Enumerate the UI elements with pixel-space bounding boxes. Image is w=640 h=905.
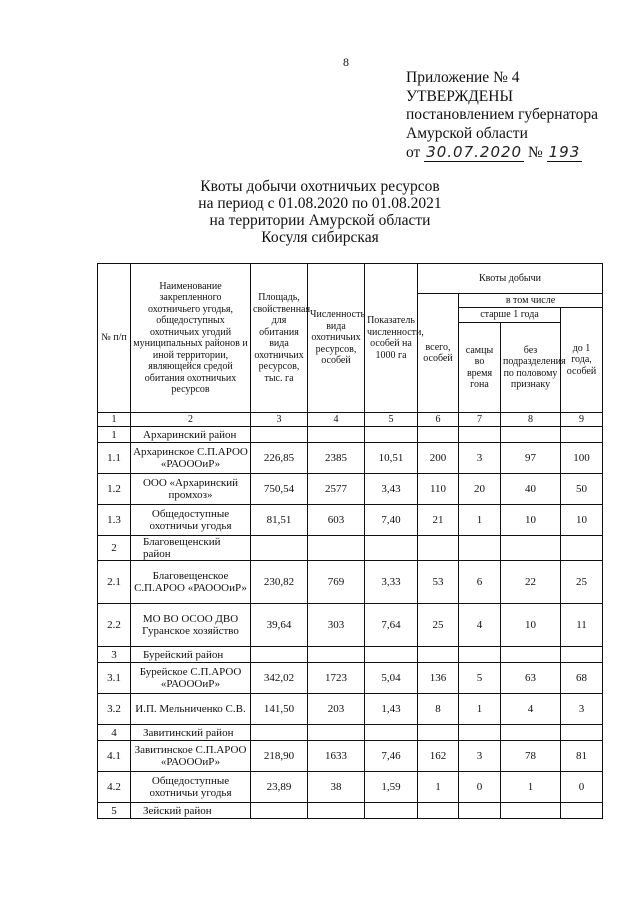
district-row: [98, 536, 603, 561]
district-row: [98, 725, 603, 741]
col-number: 2: [131, 413, 251, 427]
density-cell: 7,64: [365, 604, 418, 647]
hunting-ground-name: МО ВО ОСОО ДВО Гуранское хозяйство: [131, 604, 251, 647]
row-number: 4.2: [98, 772, 131, 803]
date-number-line: [406, 143, 598, 163]
area-cell: 81,51: [251, 505, 308, 536]
col-number: 5: [365, 413, 418, 427]
table-row: [98, 561, 603, 604]
row-number: 2.1: [98, 561, 131, 604]
quota-total-cell: 8: [418, 694, 459, 725]
row-number: 2.2: [98, 604, 131, 647]
table-row: [98, 694, 603, 725]
empty-cell: [501, 427, 561, 443]
document-title: [0, 178, 640, 246]
count-cell: 603: [308, 505, 365, 536]
quota-nosex-cell: 63: [501, 663, 561, 694]
density-cell: 1,43: [365, 694, 418, 725]
area-cell: 23,89: [251, 772, 308, 803]
quota-males-cell: 1: [459, 505, 501, 536]
page-number: 8: [343, 55, 349, 69]
empty-cell: [251, 647, 308, 663]
empty-cell: [459, 427, 501, 443]
hunting-ground-name: Общедоступные охотничьи угодья: [131, 772, 251, 803]
title-line-2: на период с 01.08.2020 по 01.08.2021: [198, 195, 442, 212]
count-cell: 2577: [308, 474, 365, 505]
area-cell: 218,90: [251, 741, 308, 772]
district-row: [98, 647, 603, 663]
count-cell: 303: [308, 604, 365, 647]
empty-cell: [418, 427, 459, 443]
quota-total-cell: 136: [418, 663, 459, 694]
col-number: 3: [251, 413, 308, 427]
density-cell: 7,40: [365, 505, 418, 536]
header-num: № п/п: [98, 264, 131, 413]
quota-males-cell: 3: [459, 443, 501, 474]
empty-cell: [365, 647, 418, 663]
empty-cell: [501, 803, 561, 819]
district-name: Зейский район: [131, 803, 251, 819]
empty-cell: [365, 803, 418, 819]
quota-nosex-cell: 10: [501, 604, 561, 647]
quota-young-cell: 0: [561, 772, 603, 803]
empty-cell: [251, 803, 308, 819]
row-number: 4.1: [98, 741, 131, 772]
quota-total-cell: 21: [418, 505, 459, 536]
hunting-ground-name: Бурейское С.П.АРОО «РАОООиР»: [131, 663, 251, 694]
approval-block: [406, 69, 598, 163]
density-cell: 3,43: [365, 474, 418, 505]
area-cell: 226,85: [251, 443, 308, 474]
quota-males-cell: 20: [459, 474, 501, 505]
quota-males-cell: 0: [459, 772, 501, 803]
row-number: 1.3: [98, 505, 131, 536]
table-row: [98, 772, 603, 803]
empty-cell: [418, 647, 459, 663]
quota-nosex-cell: 1: [501, 772, 561, 803]
header-incl: в том числе: [459, 294, 603, 308]
area-cell: 230,82: [251, 561, 308, 604]
col-number: 1: [98, 413, 131, 427]
quota-total-cell: 53: [418, 561, 459, 604]
quota-males-cell: 5: [459, 663, 501, 694]
table-row: [98, 474, 603, 505]
hunting-ground-name: ООО «Архаринский промхоз»: [131, 474, 251, 505]
empty-cell: [418, 536, 459, 561]
count-cell: 2385: [308, 443, 365, 474]
quota-males-cell: 1: [459, 694, 501, 725]
title-line-4: Косуля сибирская: [261, 229, 379, 246]
hunting-ground-name: Благовещенское С.П.АРОО «РАОООиР»: [131, 561, 251, 604]
quota-young-cell: 50: [561, 474, 603, 505]
handwritten-date: 30.07.2020: [426, 143, 523, 161]
count-cell: 1633: [308, 741, 365, 772]
appendix-label: Приложение № 4: [406, 69, 520, 86]
district-row: [98, 803, 603, 819]
area-cell: 342,02: [251, 663, 308, 694]
quota-total-cell: 200: [418, 443, 459, 474]
empty-cell: [308, 536, 365, 561]
row-number: 1.2: [98, 474, 131, 505]
empty-cell: [251, 725, 308, 741]
empty-cell: [561, 803, 603, 819]
quota-young-cell: 100: [561, 443, 603, 474]
density-cell: 7,46: [365, 741, 418, 772]
resolution-label: постановлением губернатора: [406, 106, 599, 123]
quota-nosex-cell: 97: [501, 443, 561, 474]
empty-cell: [308, 427, 365, 443]
quota-total-cell: 25: [418, 604, 459, 647]
title-line-3: на территории Амурской области: [209, 212, 431, 229]
row-number: 1: [98, 427, 131, 443]
count-cell: 1723: [308, 663, 365, 694]
area-cell: 141,50: [251, 694, 308, 725]
table-row: [98, 505, 603, 536]
table-body: [98, 427, 603, 819]
area-cell: 750,54: [251, 474, 308, 505]
count-cell: 769: [308, 561, 365, 604]
approved-label: УТВЕРЖДЕНЫ: [406, 87, 513, 105]
table-row: [98, 604, 603, 647]
quota-nosex-cell: 4: [501, 694, 561, 725]
handwritten-number: 193: [548, 143, 581, 161]
empty-cell: [561, 427, 603, 443]
col-number: 9: [561, 413, 603, 427]
empty-cell: [365, 536, 418, 561]
header-density: Показатель численности, особей на 1000 га: [365, 264, 418, 413]
empty-cell: [561, 536, 603, 561]
header-count: Численность вида охотничьих ресурсов, особей: [308, 264, 365, 413]
empty-cell: [308, 803, 365, 819]
quota-young-cell: 68: [561, 663, 603, 694]
count-cell: 203: [308, 694, 365, 725]
empty-cell: [501, 725, 561, 741]
col-number: 4: [308, 413, 365, 427]
quota-young-cell: 10: [561, 505, 603, 536]
empty-cell: [365, 427, 418, 443]
density-cell: 5,04: [365, 663, 418, 694]
density-cell: 10,51: [365, 443, 418, 474]
quota-total-cell: 1: [418, 772, 459, 803]
quota-nosex-cell: 22: [501, 561, 561, 604]
header-young: до 1 года, особей: [561, 308, 603, 413]
quota-table: [97, 263, 603, 819]
empty-cell: [561, 647, 603, 663]
district-row: [98, 427, 603, 443]
empty-cell: [561, 725, 603, 741]
header-older: старше 1 года: [459, 308, 561, 323]
row-number: 4: [98, 725, 131, 741]
area-cell: 39,64: [251, 604, 308, 647]
district-name: Благовещенский район: [131, 536, 251, 561]
row-number: 3: [98, 647, 131, 663]
row-number: 3.2: [98, 694, 131, 725]
empty-cell: [418, 725, 459, 741]
empty-cell: [459, 803, 501, 819]
table-header: [98, 264, 603, 427]
quota-males-cell: 4: [459, 604, 501, 647]
row-number: 3.1: [98, 663, 131, 694]
col-number: 6: [418, 413, 459, 427]
quota-young-cell: 25: [561, 561, 603, 604]
table-row: [98, 663, 603, 694]
table-row: [98, 741, 603, 772]
count-cell: 38: [308, 772, 365, 803]
empty-cell: [251, 427, 308, 443]
row-number: 1.1: [98, 443, 131, 474]
quota-young-cell: 3: [561, 694, 603, 725]
empty-cell: [251, 536, 308, 561]
quota-nosex-cell: 78: [501, 741, 561, 772]
quota-young-cell: 11: [561, 604, 603, 647]
header-males: самцы во время гона: [459, 323, 501, 413]
from-label: от: [406, 144, 421, 161]
quota-nosex-cell: 40: [501, 474, 561, 505]
region-label: Амурской области: [406, 124, 528, 142]
table-row: [98, 443, 603, 474]
number-label: №: [527, 144, 543, 161]
empty-cell: [365, 725, 418, 741]
header-quota: Квоты добычи: [418, 264, 603, 294]
row-number: 2: [98, 536, 131, 561]
header-area: Площадь, свойственная для обитания вида охотничьих ресурсов, тыс. га: [251, 264, 308, 413]
header-name: Наименование закрепленного охотничьего угодья, общедоступных охотничьих угодий муниципальных районов и иной территории, являющейся средой обитания охотничьих ресурсов: [131, 264, 251, 413]
hunting-ground-name: Завитинское С.П.АРОО «РАОООиР»: [131, 741, 251, 772]
header-nosex: без подразделения по половому признаку: [501, 323, 561, 413]
header-total: всего, особей: [418, 294, 459, 413]
empty-cell: [418, 803, 459, 819]
hunting-ground-name: Общедоступные охотничьи угодья: [131, 505, 251, 536]
hunting-ground-name: И.П. Мельниченко С.В.: [131, 694, 251, 725]
quota-total-cell: 162: [418, 741, 459, 772]
empty-cell: [501, 647, 561, 663]
quota-males-cell: 6: [459, 561, 501, 604]
quota-males-cell: 3: [459, 741, 501, 772]
density-cell: 3,33: [365, 561, 418, 604]
title-line-1: Квоты добычи охотничьих ресурсов: [200, 178, 440, 195]
quota-total-cell: 110: [418, 474, 459, 505]
empty-cell: [308, 647, 365, 663]
district-name: Архаринский район: [131, 427, 251, 443]
quota-nosex-cell: 10: [501, 505, 561, 536]
row-number: 5: [98, 803, 131, 819]
density-cell: 1,59: [365, 772, 418, 803]
hunting-ground-name: Архаринское С.П.АРОО «РАОООиР»: [131, 443, 251, 474]
empty-cell: [308, 725, 365, 741]
col-number: 8: [501, 413, 561, 427]
empty-cell: [459, 725, 501, 741]
empty-cell: [501, 536, 561, 561]
col-number: 7: [459, 413, 501, 427]
empty-cell: [459, 647, 501, 663]
district-name: Завитинский район: [131, 725, 251, 741]
district-name: Бурейский район: [131, 647, 251, 663]
empty-cell: [459, 536, 501, 561]
quota-young-cell: 81: [561, 741, 603, 772]
